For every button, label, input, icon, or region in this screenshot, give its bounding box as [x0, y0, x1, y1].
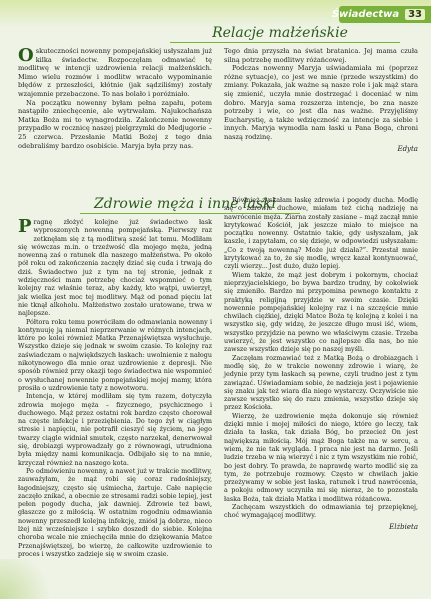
article2-column-left [18, 218, 212, 558]
article2-paragraph: Również zyskałam łaskę zdrowia i pogody ducha. Modlę się o zdrowie duchowe, miałam też cichą nadzieję na nawrócenie męża. Ziarna zostały zasiane – mąż zaczął mnie krytykować Kościół, jak jeszcze miało to miejsce na początku nowenny. Ostatnio takie, gdy usłyszałam, jak kaszle, i zapytałam, co się dzieje, w odpowiedzi usłyszałam: „Co z twoją nowenną? Może już działa?”. Przestał mnie krytykować za to, że się modlę, wręcz kazał kontynuować, czyli wierzy... Jest dużo, dużo lepiej. [224, 196, 418, 271]
magazine-name: Świadectwa [331, 9, 400, 20]
article2-paragraph: Półtora roku temu powróciłam do odmawiania nowenny i kontynuuję ją niemal nieprzerwanie w różnych intencjach, które po kolei również Matka Przenajświętsza wysłuchuje. Wszystko dzieje się jednak w swoim czasie. To kolejny raz zaświadczam o najwiękdszych łaskach: uwolnienie z nałogu nikotynowego dla mnie oraz uzdrowienie z depresji. Nie sposób również przy okazji tego świadectwa nie wspomnieć o wysłuchanej nowennie pompejańskiej mojej mamy, która prosiła o uzdrowienie taty z nowotworu. [18, 317, 212, 392]
article2-paragraph: Intencja, w której modliłam się tym razem, dotyczyła zdrowia mojego męża – fizycznego, psychicznego i duchowego. Mąż przez ostatni rok bardzo często chorował na częste infekcje i przeziębienia. Do tego żył w ciągłym stresie i napięciu, nie potrafił cieszyć się życiem, na jego twarzy ciągle widniał smutek, często narzekał, denerwował się, drobiazgi wyprowadzały go z równowagi, utrudniona była między nami komunikacja. Odbijało się to na mnie, krzyczał również na naszego kota. [18, 392, 212, 467]
article2-title: Zdrowie męża i inne łaski [94, 196, 276, 212]
article2-paragraph: Wierzę, że uzdrowienie męża dokonuje się również dzięki mnie i mojej miłości do niego, które go leczy, tak działa ta łaska, tak działa Bóg, bo przecież On jest największą miłością. Mój mąż Boga także ma w sercu, a wiem, że nie tak wygląda. I praca nie jest na darmo. Jeśli ludzie trzeba w nią wierzyć i nic z tym wszystkim nie robić, bo jest dobry. To prawda, że naprawdę warto modlić się za tym, że potrzebuje rozmowy. Często w chwilach jakie przeżywamy w sobie jest łaska, ratunek i trud nawrócenia, a pokoju odmowy uczyniła mi się nieraz, że to pozostała łaska Boża, tak działa Matka i modlitwa różańcowa. [224, 411, 418, 503]
article1-title: Relacje małżeńskie [212, 25, 348, 41]
article1-title-rule [170, 42, 400, 43]
article2-paragraph: Wiem także, że mąż jest dobrym i pokornym, chociaż nieprzyjacielskiego, bo bywa bardzo trudny, by cokolwiek się zmieniło. Bardzo mi przypomina pewnego kontaktu z praktyką religijną przyjdzie w swoim czasie. Dzięki nowennie pompejańskiej kolejny raz i na szczęście mnie chwilach ciężkiej, dzięki Matce Boża tę kolejną z kolei i na wszystko się, gdy widzę, że jeszcze długo musi iść, wiem, wszystko przyjdzie na pewno we właściwym czasie. Trzeba uwierzyć, że jest wszystko co najlepsze dla nas, bo nie zawsze wszystko dzieje się po naszej myśli. [224, 270, 418, 354]
article1-signature: Edyta [397, 144, 418, 153]
article1-paragraph: Na początku nowenny byłam pełna zapału, potem nastąpiło zniechęcenie, ale wytrwałam. Najukochańsza Matka Boża mi to wynagrodziła. Zakończenie nowenny przypadło w rocznicę naszej pielgrzymki do Medjugorie – 25 czerwca. Przesłanie Matki Bożej z tego dnia odebraliśmy bardzo osobiście. Maryja była przy nas. [18, 98, 212, 150]
article2-paragraph: ragnę złożyć kolejne już świadectwo łask wyproszonych nowenną pompejańską. Pierwszy raz zetknęłam się z tą modlitwą sześć lat temu. Modliłam się wówczas m.in. o trzeźwość dla mojego męża, jedną nowenną zaś o ratunek dla naszego małżeństwa. Po około pół roku od zakończenia zaczęły dziać się cuda i trwają do dziś. Świadectwo już z tym na tej stronie, jednak z wdzięczności mam potrzebę chociaż wspomnieć o tym kolejny raz właśnie teraz, aby każdy, kto wątpi, uwierzył, jak wielka jest moc tej modlitwy. Mąż od ponad pięciu lat nie tknął alkoholu. Małżeństwo zostało uratowane, trwa w najlepsze. [18, 218, 212, 318]
article2-column-right [224, 196, 418, 558]
page-number: 33 [405, 9, 425, 20]
article2-paragraph: Zaczęłam rozmawiać też z Matką Bożą o drobiazgach i modlę się, że w trakcie nowenny zdrowie i wiarę, że jedynie przy tym łaskach są pewne, czyli trudno jest z tym zawiązać. Uświadamiam sobie, że nadzieja jest i pojawienie się znaku jak też wiara dla niego wystarczy. Oczywiście nie zawsze wszystko się do razu zmienia, wszystko dzieje się przez Kościoła. [224, 353, 418, 412]
article1-paragraph: skuteczności nowenny pompejańskiej usłyszałam już kilka świadectw. Rozpoczęłam odmawiać tę modlitwę w intencji uzdrowienia relacji małżeńskich. Mimo wielu rozmów i modlitw wracało wypominanie błędów z przeszłości, kłótnie (jak sądziliśmy) zostały wzajemnie przebaczone. To nas bolało i poróżniało. [18, 47, 212, 98]
article1-body [18, 47, 418, 153]
article1-column-right [224, 47, 418, 153]
article1-paragraph: Tego dnia przyszła na świat bratanica. Jej mama czuła silną potrzebę modlitwy różańcowej. [224, 47, 418, 64]
article2-paragraph: Po odmówieniu nowenny, a nawet już w trakcie modlitwy, zauważyłam, że mąż robi się coraz radośniejszy, łagodniejszy, często się uśmiecha, żartuje. Całe napięcie zaczęło znikać, a obecnie ze stresami radzi sobie lepiej, jest pełen pogody ducha, jak dawniej. Zdrowie też bawi, głaszcze go z miłością. W ostatnim rogodniu odmawiania nowenny przeszedł kolejną infekcję, zniósł ją dobrze, nieco lżej niż wcześniejsze i szybko doszedł do siebie. Kolejna choroba wcale nie zniechęciła mnie do dziękowania Matce Przenajświętszej, bo wierzę, że całkowite uzdrowienie to proces i wszystko zadzieje się w swoim czasie. [18, 466, 212, 558]
article1-paragraph: Podczas nowenny Maryja uświadamiała mi (poprzez różne sytuacje), co jest we mnie (przede wszystkim) do zmiany. Pokazała, jak ważne są nasze role i jak mąż stara się zmienić, uczyła mnie dostrzegać i doceniać w nim dobro. Maryja sama rozszerza intencje, bo zna nasze potrzeby i wie, co jest dla nas ważne. Przyjęliśmy Eucharystię, a także wdzięczność za intencje za siebie i innych. Maryja wymodla nam łaski u Pana Boga, chroni naszą rodzinę. [224, 64, 418, 141]
article2-signature: Elżbieta [389, 522, 418, 531]
article1-column-left [18, 47, 212, 153]
article1-dropcap: O [18, 45, 34, 66]
header-badge [331, 6, 431, 23]
corner-decoration [0, 559, 60, 599]
article2-paragraph: Zachęcam wszystkich do odmawiania tej przepięknej, choć wymagającej modlitwy. [224, 502, 418, 520]
article2-dropcap: P [18, 216, 32, 237]
